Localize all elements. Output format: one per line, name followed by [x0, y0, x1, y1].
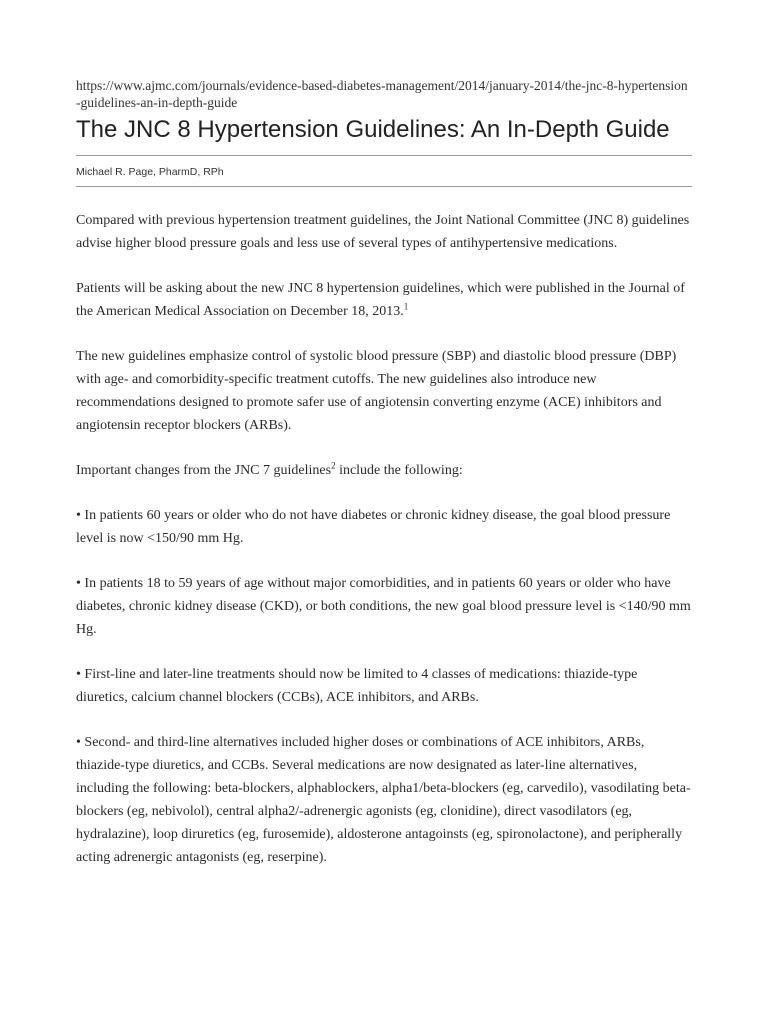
- title-divider: [76, 155, 692, 156]
- bullet-item-goal-150: • In patients 60 years or older who do not have diabetes or chronic kidney disease, the goal blood pressure level is now <150/90 mm Hg.: [76, 508, 671, 546]
- bullet-item-alternatives: • Second- and third-line alternatives included higher doses or combinations of ACE inhibitors, ARBs, thiazide-type diuretics, and CCBs. Several medications are now designated as later-line alternatives, including the following: beta-blockers, alphablockers, alpha1/beta-blockers (eg, carvedilo), vasodilating beta-blockers (eg, nebivolol), central alpha2/-adrenergic agonists (eg, clonidine), direct vasodilators (eg, hydralazine), loop diruretics (eg, furosemide), aldosterone antagoinsts (eg, spironolactone), and peripherally acting adrenergic antagonists (eg, reserpine).: [76, 735, 691, 865]
- changes-intro-paragraph: [76, 459, 692, 482]
- emphasis-paragraph: The new guidelines emphasize control of systolic blood pressure (SBP) and diastolic blood pressure (DBP) with age- and comorbidity-specific treatment cutoffs. The new guidelines also introduce new recommendations designed to promote safer use of angiotensin converting enzyme (ACE) inhibitors and angiotensin receptor blockers (ARBs).: [76, 349, 677, 433]
- article-title: The JNC 8 Hypertension Guidelines: An In-Depth Guide: [76, 116, 670, 143]
- reference-marker-1: 1: [403, 301, 409, 312]
- publication-paragraph: [76, 277, 692, 323]
- publication-text: Patients will be asking about the new JNC 8 hypertension guidelines, which were published in the Journal of the American Medical Association on December 18, 2013.: [76, 281, 685, 319]
- bullet-item-goal-140: • In patients 18 to 59 years of age without major comorbidities, and in patients 60 years or older who have diabetes, chronic kidney disease (CKD), or both conditions, the new goal blood pressure level is <140/90 mm Hg.: [76, 576, 691, 637]
- reference-marker-2: 2: [331, 460, 336, 471]
- document-page: [76, 77, 692, 891]
- bullet-item-first-line: • First-line and later-line treatments should now be limited to 4 classes of medications: thiazide-type diuretics, calcium channel blockers (CCBs), ACE inhibitors, and ARBs.: [76, 667, 638, 705]
- changes-intro-tail: include the following:: [335, 463, 463, 478]
- changes-intro-text: Important changes from the JNC 7 guidelines: [76, 463, 332, 478]
- author-byline: Michael R. Page, PharmD, RPh: [76, 166, 224, 178]
- byline-divider: [76, 186, 692, 187]
- article-body: [76, 209, 692, 869]
- source-url[interactable]: https://www.ajmc.com/journals/evidence-based-diabetes-management/2014/january-2014/the-jnc-8-hypertension-guidelines-an-in-depth-guide: [76, 78, 688, 110]
- intro-paragraph: Compared with previous hypertension treatment guidelines, the Joint National Committee (JNC 8) guidelines advise higher blood pressure goals and less use of several types of antihypertensive medications.: [76, 213, 690, 251]
